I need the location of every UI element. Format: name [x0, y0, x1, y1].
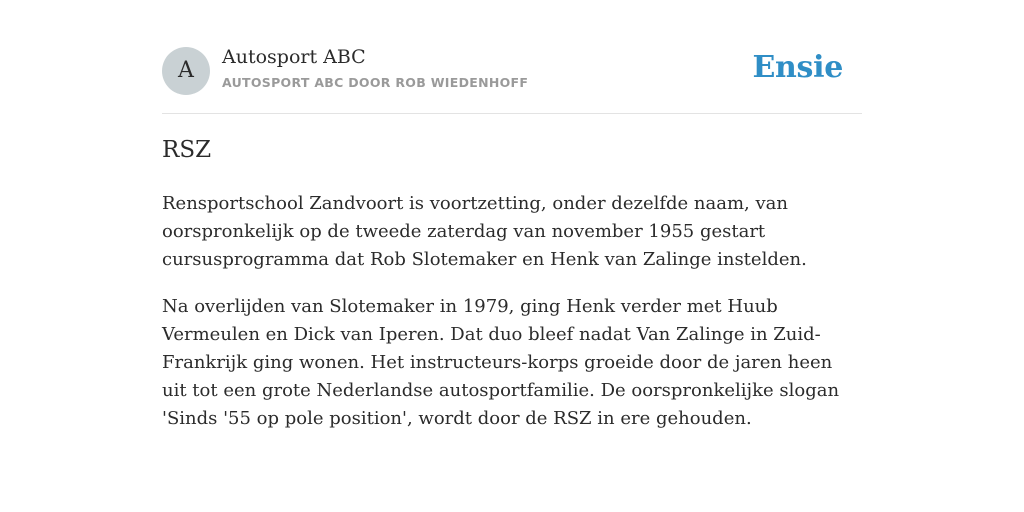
entry-card: [162, 0, 862, 429]
brand-logo[interactable]: Ensie: [752, 50, 843, 85]
entry-body: [162, 190, 862, 452]
author-avatar[interactable]: A: [162, 47, 210, 95]
entry-paragraph: Rensportschool Zandvoort is voortzetting, onder dezelfde naam, van oorspronkelijk op de tweede zaterdag van november 1955 gestart cursusprogramma dat Rob Slotemaker en Henk van Zalinge instelden.: [162, 193, 807, 270]
entry-title: RSZ: [162, 137, 212, 163]
entry-paragraph: Na overlijden van Slotemaker in 1979, ging Henk verder met Huub Vermeulen en Dick van Iperen. Dat duo bleef nadat Van Zalinge in Zuid-Frankrijk ging wonen. Het instructeurs-korps groeide door de jaren heen uit tot een grote Nederlandse autosportfamilie. De oorspronkelijke slogan 'Sinds '55 op pole position', wordt door de RSZ in ere gehouden.: [162, 296, 840, 429]
entry-header: [162, 0, 862, 114]
author-subtitle: AUTOSPORT ABC DOOR ROB WIEDENHOFF: [222, 75, 529, 90]
author-name[interactable]: Autosport ABC: [222, 46, 366, 68]
